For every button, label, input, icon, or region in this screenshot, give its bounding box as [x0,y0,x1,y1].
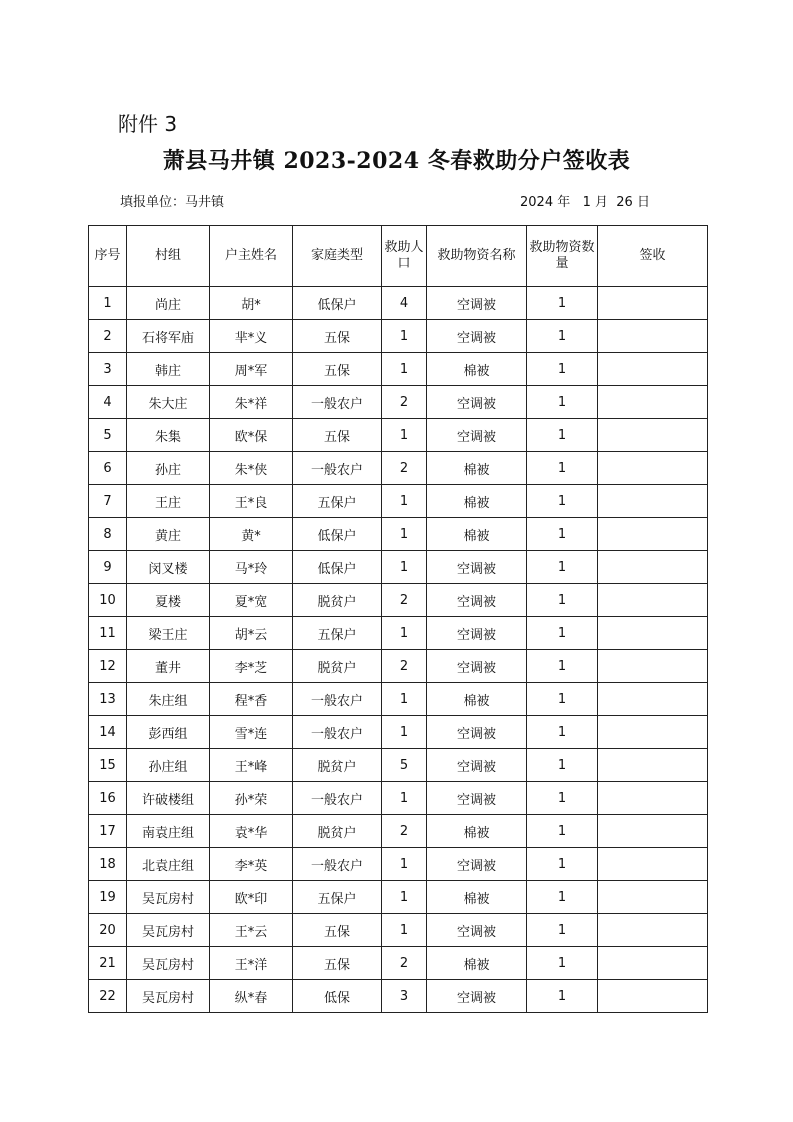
row-family-type: 五保户 [293,881,382,914]
row-aid-population: 2 [382,386,427,419]
row-material-name: 棉被 [427,683,527,716]
row-family-type: 脱贫户 [293,650,382,683]
row-householder: 朱*祥 [210,386,293,419]
row-householder: 欧*保 [210,419,293,452]
row-material-name: 空调被 [427,419,527,452]
row-village-group: 许破楼组 [127,782,210,815]
aid-receipt-table [88,225,708,1013]
table-row [89,683,708,716]
row-seq: 12 [89,650,127,683]
row-family-type: 一般农户 [293,683,382,716]
row-householder: 胡*云 [210,617,293,650]
row-seq: 14 [89,716,127,749]
row-family-type: 一般农户 [293,782,382,815]
row-family-type: 五保户 [293,617,382,650]
row-householder: 朱*侠 [210,452,293,485]
row-material-name: 棉被 [427,485,527,518]
row-village-group: 吴瓦房村 [127,914,210,947]
row-seq: 13 [89,683,127,716]
row-aid-population: 1 [382,551,427,584]
table-row [89,320,708,353]
row-seq: 3 [89,353,127,386]
row-village-group: 尚庄 [127,287,210,320]
row-material-name: 空调被 [427,617,527,650]
row-material-name: 空调被 [427,782,527,815]
row-village-group: 朱大庄 [127,386,210,419]
row-family-type: 脱贫户 [293,815,382,848]
row-seq: 7 [89,485,127,518]
row-householder: 马*玲 [210,551,293,584]
table-row [89,947,708,980]
row-signature[interactable] [598,848,708,881]
row-material-quantity: 1 [527,551,598,584]
row-village-group: 吴瓦房村 [127,980,210,1013]
row-family-type: 五保 [293,353,382,386]
table-row [89,749,708,782]
row-aid-population: 1 [382,782,427,815]
table-row [89,419,708,452]
row-village-group: 韩庄 [127,353,210,386]
row-material-name: 空调被 [427,320,527,353]
row-village-group: 吴瓦房村 [127,881,210,914]
row-signature[interactable] [598,749,708,782]
document-title: 萧县马井镇 2023-2024 冬春救助分户签收表 [162,148,631,174]
row-aid-population: 2 [382,815,427,848]
row-seq: 9 [89,551,127,584]
row-signature[interactable] [598,584,708,617]
row-signature[interactable] [598,386,708,419]
row-signature[interactable] [598,815,708,848]
row-seq: 1 [89,287,127,320]
row-family-type: 低保户 [293,287,382,320]
row-householder: 胡* [210,287,293,320]
row-material-quantity: 1 [527,287,598,320]
row-material-quantity: 1 [527,353,598,386]
table-row [89,782,708,815]
row-seq: 16 [89,782,127,815]
row-aid-population: 1 [382,320,427,353]
row-seq: 20 [89,914,127,947]
row-seq: 8 [89,518,127,551]
header-aid-population: 救助人口 [382,226,427,287]
row-householder: 王*良 [210,485,293,518]
table-row [89,287,708,320]
row-family-type: 脱贫户 [293,749,382,782]
row-householder: 周*军 [210,353,293,386]
row-material-name: 棉被 [427,353,527,386]
row-seq: 5 [89,419,127,452]
row-aid-population: 1 [382,485,427,518]
row-material-name: 空调被 [427,551,527,584]
row-seq: 21 [89,947,127,980]
row-signature[interactable] [598,452,708,485]
row-aid-population: 1 [382,617,427,650]
row-material-name: 空调被 [427,386,527,419]
row-householder: 李*芝 [210,650,293,683]
row-householder: 程*香 [210,683,293,716]
row-signature[interactable] [598,320,708,353]
row-material-quantity: 1 [527,815,598,848]
row-material-quantity: 1 [527,716,598,749]
table-row [89,650,708,683]
row-signature[interactable] [598,716,708,749]
header-seq: 序号 [89,226,127,287]
row-material-name: 空调被 [427,650,527,683]
row-village-group: 朱集 [127,419,210,452]
header-village-group: 村组 [127,226,210,287]
row-family-type: 一般农户 [293,452,382,485]
row-material-quantity: 1 [527,914,598,947]
row-family-type: 一般农户 [293,848,382,881]
row-signature[interactable] [598,650,708,683]
row-householder: 袁*华 [210,815,293,848]
row-village-group: 朱庄组 [127,683,210,716]
attachment-label: 附件 3 [118,112,178,136]
table-row [89,386,708,419]
row-material-quantity: 1 [527,650,598,683]
row-family-type: 五保 [293,419,382,452]
row-signature[interactable] [598,980,708,1013]
filing-unit: 填报单位：马井镇 [120,195,225,210]
row-material-name: 棉被 [427,815,527,848]
table-row [89,353,708,386]
row-aid-population: 1 [382,716,427,749]
row-family-type: 低保户 [293,551,382,584]
row-material-quantity: 1 [527,419,598,452]
row-material-name: 棉被 [427,518,527,551]
row-signature[interactable] [598,881,708,914]
row-village-group: 夏楼 [127,584,210,617]
row-signature[interactable] [598,683,708,716]
row-material-name: 空调被 [427,749,527,782]
row-aid-population: 1 [382,914,427,947]
table-row [89,452,708,485]
header-householder: 户主姓名 [210,226,293,287]
row-material-name: 空调被 [427,848,527,881]
row-seq: 22 [89,980,127,1013]
row-signature[interactable] [598,551,708,584]
row-householder: 李*英 [210,848,293,881]
row-material-name: 空调被 [427,980,527,1013]
row-seq: 10 [89,584,127,617]
row-material-name: 空调被 [427,584,527,617]
row-householder: 纵*春 [210,980,293,1013]
row-signature[interactable] [598,914,708,947]
row-village-group: 王庄 [127,485,210,518]
table-row [89,551,708,584]
header-material-quantity: 救助物资数量 [527,226,598,287]
row-aid-population: 3 [382,980,427,1013]
row-family-type: 低保户 [293,518,382,551]
row-householder: 黄* [210,518,293,551]
row-householder: 孙*荣 [210,782,293,815]
row-material-quantity: 1 [527,881,598,914]
row-family-type: 五保 [293,320,382,353]
row-aid-population: 4 [382,287,427,320]
row-householder: 芈*义 [210,320,293,353]
table-row [89,518,708,551]
row-aid-population: 5 [382,749,427,782]
table-header-row [89,226,708,287]
table-row [89,848,708,881]
row-householder: 王*洋 [210,947,293,980]
row-aid-population: 1 [382,848,427,881]
row-village-group: 梁王庄 [127,617,210,650]
row-signature[interactable] [598,287,708,320]
row-signature[interactable] [598,419,708,452]
row-material-quantity: 1 [527,782,598,815]
row-family-type: 五保户 [293,485,382,518]
filing-date: 2024 年 1 月 26 日 [520,195,650,210]
row-material-quantity: 1 [527,518,598,551]
row-seq: 4 [89,386,127,419]
row-material-quantity: 1 [527,485,598,518]
row-aid-population: 2 [382,584,427,617]
row-aid-population: 1 [382,353,427,386]
row-village-group: 石将军庙 [127,320,210,353]
row-seq: 15 [89,749,127,782]
row-aid-population: 2 [382,650,427,683]
row-householder: 雪*连 [210,716,293,749]
row-material-name: 空调被 [427,287,527,320]
table-row [89,815,708,848]
header-material-name: 救助物资名称 [427,226,527,287]
row-seq: 19 [89,881,127,914]
table-row [89,914,708,947]
row-family-type: 脱贫户 [293,584,382,617]
header-signature: 签收 [598,226,708,287]
row-material-quantity: 1 [527,452,598,485]
row-seq: 11 [89,617,127,650]
row-village-group: 孙庄组 [127,749,210,782]
row-signature[interactable] [598,485,708,518]
row-family-type: 低保 [293,980,382,1013]
table-row [89,881,708,914]
row-aid-population: 2 [382,452,427,485]
row-householder: 王*峰 [210,749,293,782]
row-aid-population: 1 [382,518,427,551]
row-signature[interactable] [598,353,708,386]
row-village-group: 孙庄 [127,452,210,485]
row-signature[interactable] [598,947,708,980]
row-aid-population: 1 [382,881,427,914]
row-village-group: 南袁庄组 [127,815,210,848]
row-material-name: 空调被 [427,716,527,749]
header-family-type: 家庭类型 [293,226,382,287]
table-row [89,716,708,749]
row-family-type: 一般农户 [293,716,382,749]
row-family-type: 五保 [293,947,382,980]
row-material-quantity: 1 [527,749,598,782]
row-aid-population: 1 [382,683,427,716]
row-seq: 6 [89,452,127,485]
row-material-name: 棉被 [427,452,527,485]
row-aid-population: 1 [382,419,427,452]
row-material-name: 棉被 [427,881,527,914]
row-material-quantity: 1 [527,683,598,716]
row-village-group: 黄庄 [127,518,210,551]
table-row [89,584,708,617]
row-householder: 欧*印 [210,881,293,914]
row-aid-population: 2 [382,947,427,980]
row-seq: 2 [89,320,127,353]
row-householder: 王*云 [210,914,293,947]
table-row [89,980,708,1013]
row-householder: 夏*宽 [210,584,293,617]
row-material-quantity: 1 [527,848,598,881]
row-material-quantity: 1 [527,947,598,980]
table-row [89,485,708,518]
row-family-type: 一般农户 [293,386,382,419]
row-village-group: 吴瓦房村 [127,947,210,980]
row-family-type: 五保 [293,914,382,947]
row-village-group: 北袁庄组 [127,848,210,881]
row-village-group: 闵叉楼 [127,551,210,584]
row-material-name: 空调被 [427,914,527,947]
row-seq: 18 [89,848,127,881]
row-village-group: 彭西组 [127,716,210,749]
row-signature[interactable] [598,617,708,650]
row-material-quantity: 1 [527,386,598,419]
table-row [89,617,708,650]
row-material-quantity: 1 [527,584,598,617]
row-signature[interactable] [598,782,708,815]
row-material-quantity: 1 [527,320,598,353]
row-village-group: 董井 [127,650,210,683]
row-material-name: 棉被 [427,947,527,980]
row-signature[interactable] [598,518,708,551]
row-material-quantity: 1 [527,980,598,1013]
row-material-quantity: 1 [527,617,598,650]
row-seq: 17 [89,815,127,848]
